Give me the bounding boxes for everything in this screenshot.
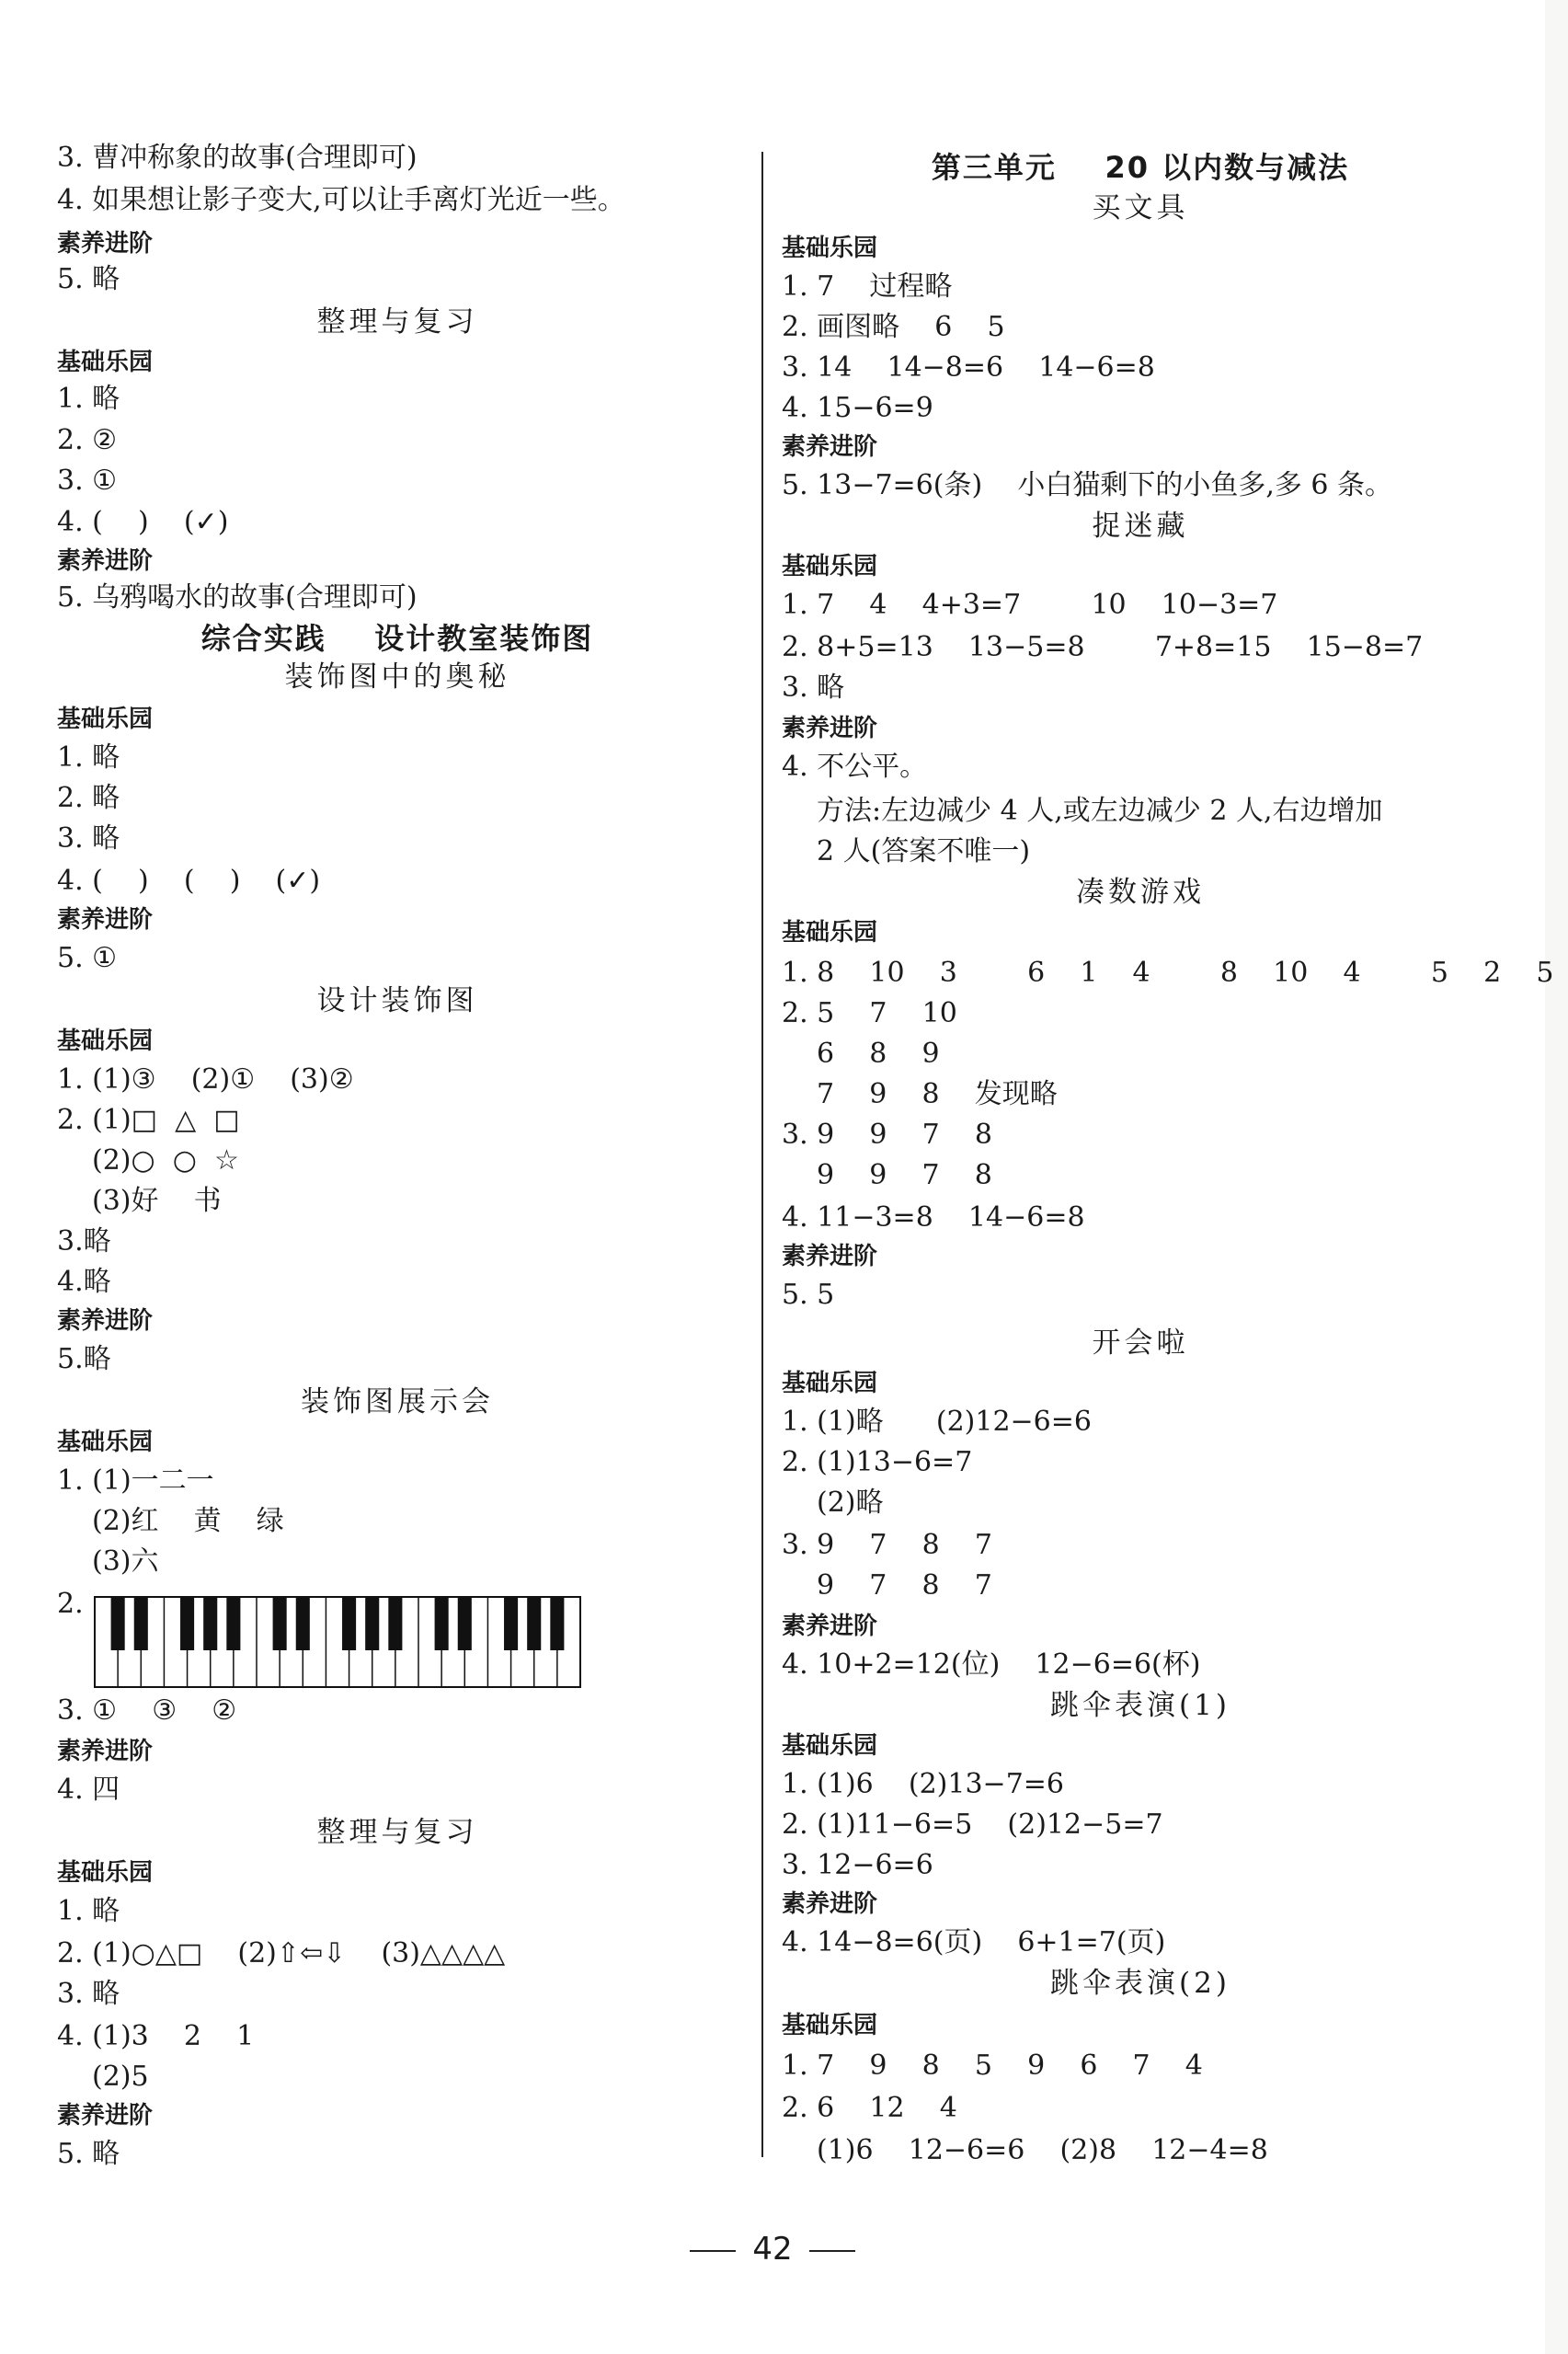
section-heading: 基础乐园 [782,553,878,580]
answer-line: 4. 11−3=8 14−6=8 [782,1201,1085,1234]
answer-line: 2. 5 7 10 [782,997,957,1029]
answer-line: 1. 略 [57,1895,120,1927]
answer-line: (2)5 [92,2061,149,2093]
answer-line: (2)○ ○ ☆ [92,1144,239,1177]
piano-keyboard-image [94,1596,581,1688]
piano-black-key [527,1597,541,1650]
piano-black-key [550,1597,564,1650]
section-heading: 基础乐园 [57,706,154,733]
lesson-title: 装饰图中的奥秘 [284,660,510,694]
piano-black-key [180,1597,194,1650]
piano-black-key [365,1597,379,1650]
piano-black-key [435,1597,449,1650]
answer-line: 2. [57,1588,84,1620]
answer-line: 4. (1)3 2 1 [57,2020,255,2052]
section-heading: 素养进阶 [57,1307,154,1335]
footer-dash-right [809,2250,855,2252]
answer-line: 4. 15−6=9 [782,392,933,424]
answer-line: 1. (1)6 (2)13−7=6 [782,1768,1065,1800]
section-heading: 基础乐园 [782,919,878,947]
section-heading: 基础乐园 [57,349,154,376]
answer-line: 3. ① [57,465,118,497]
piano-black-key [203,1597,217,1650]
answer-line: 5. 13−7=6(条) 小白猫剩下的小鱼多,多 6 条。 [782,469,1393,501]
answer-line: 4. ( ) (✓) [57,506,229,538]
lesson-title: 跳伞表演(2) [1050,1967,1230,2000]
section-heading: 素养进阶 [782,1890,878,1918]
answer-line: 5. 略 [57,2138,120,2170]
piano-black-key [296,1597,310,1650]
answer-line: 5.略 [57,1343,111,1375]
answer-line: 4. 四 [57,1774,120,1806]
answer-line: 方法:左边减少 4 人,或左边减少 2 人,右边增加 [817,795,1383,827]
answer-line: 2. 略 [57,782,120,814]
piano-black-key [504,1597,518,1650]
piano-black-key [226,1597,240,1650]
answer-line: 3. 略 [782,672,845,704]
section-heading: 素养进阶 [57,906,154,934]
answer-line: 4. 如果想让影子变大,可以让手离灯光近一些。 [57,184,625,216]
answer-line: 3. 略 [57,1978,120,2010]
section-heading: 素养进阶 [57,1738,154,1765]
answer-line: 4. 14−8=6(页) 6+1=7(页) [782,1926,1166,1958]
answer-line: 3. 12−6=6 [782,1849,933,1881]
lesson-title: 捉迷藏 [1092,510,1189,543]
section-heading: 素养进阶 [57,547,154,575]
section-heading: 素养进阶 [782,1243,878,1270]
answer-line: 1. (1)略 (2)12−6=6 [782,1406,1092,1438]
answer-line: 6 8 9 [817,1038,940,1070]
answer-line: 7 9 8 发现略 [817,1078,1058,1110]
section-heading: 素养进阶 [57,2102,154,2130]
piano-black-key [342,1597,356,1650]
answer-line: 3. 略 [57,822,120,855]
piano-black-key [458,1597,472,1650]
lesson-title: 开会啦 [1092,1326,1189,1360]
answer-line: 2. 画图略 6 5 [782,311,1005,343]
section-heading: 基础乐园 [782,235,878,262]
page-number: 42 [752,2231,793,2268]
section-heading: 基础乐园 [57,1429,154,1456]
answer-line: 1. (1)一二一 [57,1464,214,1497]
answer-line: 1. 7 9 8 5 9 6 7 4 [782,2050,1203,2082]
answer-line: 9 9 7 8 [817,1159,992,1191]
answer-line: 1. (1)③ (2)① (3)② [57,1063,354,1096]
lesson-title: 装饰图展示会 [301,1385,494,1418]
answer-line: 5. ① [57,942,118,974]
answer-line: 4. ( ) ( ) (✓) [57,865,321,897]
lesson-title: 买文具 [1092,191,1189,224]
lesson-title: 整理与复习 [316,1816,478,1849]
section-heading: 基础乐园 [782,1370,878,1397]
footer-dash-left [690,2250,736,2252]
column-divider [761,152,763,2157]
answer-line: 3. 9 7 8 7 [782,1529,992,1561]
answer-line: 2. (1)11−6=5 (2)12−5=7 [782,1809,1163,1841]
answer-line: 9 7 8 7 [817,1569,992,1602]
answer-line: 4. 不公平。 [782,751,928,783]
answer-line: (3)六 [92,1545,159,1578]
answer-line: 5. 乌鸦喝水的故事(合理即可) [57,581,418,614]
answer-line: 3.略 [57,1225,111,1257]
answer-line: 2 人(答案不唯一) [817,835,1031,867]
answer-line: 2. 6 12 4 [782,2092,957,2124]
answer-line: 5. 略 [57,263,120,295]
answer-line: (3)好 书 [92,1185,222,1217]
unit-title: 第三单元 20 以内数与减法 [931,150,1350,185]
answer-line: 1. 略 [57,383,120,415]
answer-line: 4.略 [57,1266,111,1298]
answer-line: 1. 7 4 4+3=7 10 10−3=7 [782,589,1278,621]
piano-black-key [273,1597,287,1650]
section-heading: 素养进阶 [782,433,878,461]
answer-line: 3. 14 14−8=6 14−6=8 [782,351,1155,384]
answer-line: (2)略 [817,1487,884,1519]
unit-title: 综合实践 设计教室装饰图 [200,621,594,656]
section-heading: 基础乐园 [782,1732,878,1760]
lesson-title: 跳伞表演(1) [1050,1689,1230,1722]
answer-line: (1)6 12−6=6 (2)8 12−4=8 [817,2134,1268,2166]
section-heading: 基础乐园 [57,1028,154,1055]
piano-black-key [388,1597,402,1650]
section-heading: 素养进阶 [782,715,878,742]
piano-black-key [111,1597,125,1650]
answer-line: 4. 10+2=12(位) 12−6=6(杯) [782,1648,1201,1681]
answer-line: 5. 5 [782,1279,835,1311]
answer-line: 2. 8+5=13 13−5=8 7+8=15 15−8=7 [782,631,1424,663]
page-footer [0,2231,1545,2268]
answer-line: 2. ② [57,424,118,456]
answer-line: 1. 8 10 3 6 1 4 8 10 4 5 2 5 [782,957,1554,989]
answer-line: 2. (1)13−6=7 [782,1446,973,1478]
lesson-title: 设计装饰图 [316,984,478,1017]
answer-line: 3. ① ③ ② [57,1694,237,1727]
answer-line: 2. (1)□ △ □ [57,1104,240,1136]
lesson-title: 整理与复习 [316,305,478,339]
answer-line: 2. (1)○△□ (2)⇧⇦⇩ (3)△△△△ [57,1937,506,1969]
section-heading: 基础乐园 [782,2012,878,2039]
section-heading: 基础乐园 [57,1859,154,1887]
piano-black-key [134,1597,148,1650]
section-heading: 素养进阶 [57,230,154,258]
answer-line: 3. 9 9 7 8 [782,1119,992,1151]
answer-line: (2)红 黄 绿 [92,1505,284,1537]
answer-line: 1. 7 过程略 [782,270,953,303]
answer-line: 3. 曹冲称象的故事(合理即可) [57,142,418,174]
answer-line: 1. 略 [57,741,120,774]
lesson-title: 凑数游戏 [1076,876,1205,909]
section-heading: 素养进阶 [782,1613,878,1640]
